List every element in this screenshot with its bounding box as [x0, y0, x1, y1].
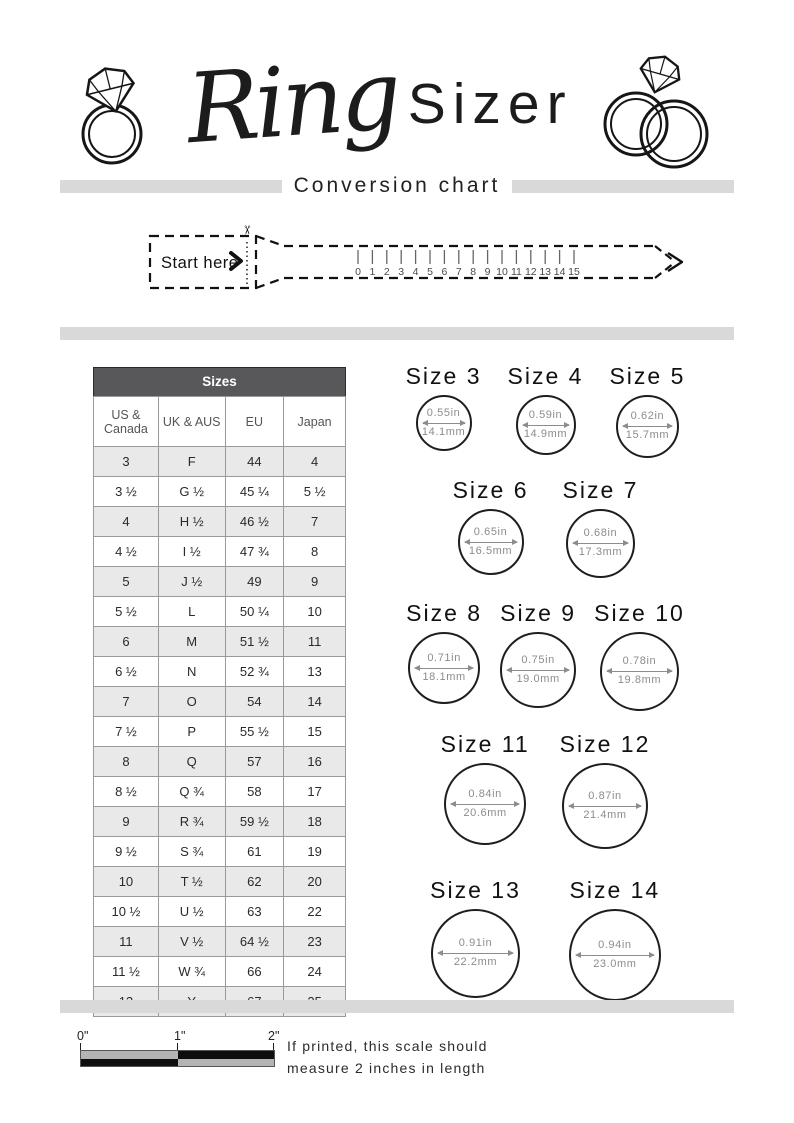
table-cell: P — [158, 717, 225, 747]
table-row — [94, 687, 346, 717]
diameter-inches: 0.71in — [427, 651, 461, 664]
table-row — [94, 627, 346, 657]
table-cell: 44 — [225, 447, 284, 477]
ring-size-circle — [416, 395, 472, 451]
table-cell: 18 — [284, 807, 346, 837]
scale-label-2: 2" — [268, 1029, 280, 1043]
diameter-arrow — [415, 668, 473, 669]
ring-size-title: Size 9 — [500, 600, 577, 626]
ring-size-circle — [408, 632, 480, 704]
ring-size-title: Size 12 — [559, 731, 651, 757]
ruler-number: 9 — [484, 266, 491, 278]
table-row — [94, 837, 346, 867]
table-cell: 55 ½ — [225, 717, 284, 747]
table-cell: 63 — [225, 897, 284, 927]
ruler-number: 2 — [383, 266, 390, 278]
diameter-inches: 0.62in — [630, 410, 665, 423]
ruler-number: 4 — [412, 266, 419, 278]
subtitle-bar-left — [60, 180, 282, 193]
ring-size-group — [500, 600, 576, 708]
table-cell: 51 ½ — [225, 627, 284, 657]
ring-size-circle — [500, 632, 576, 708]
diameter-arrow — [623, 426, 672, 427]
table-row — [94, 747, 346, 777]
table-row — [94, 897, 346, 927]
ring-with-diamond-icon — [66, 66, 158, 170]
diameter-mm: 21.4mm — [583, 808, 627, 821]
table-cell: 7 — [284, 507, 346, 537]
diameter-mm: 22.2mm — [453, 956, 498, 968]
table-cell: 5 ½ — [284, 477, 346, 507]
page-title — [160, 22, 600, 172]
table-row — [94, 657, 346, 687]
ring-size-group — [453, 477, 529, 575]
table-cell: 17 — [284, 777, 346, 807]
table-cell: 5 ½ — [94, 597, 159, 627]
diameter-arrow — [465, 542, 517, 543]
table-row — [94, 507, 346, 537]
ring-size-group — [609, 363, 685, 458]
table-cell: 3 ½ — [94, 477, 159, 507]
table-cell: 23 — [284, 927, 346, 957]
table-cell: 5 — [94, 567, 159, 597]
diameter-inches: 0.55in — [426, 406, 461, 419]
title-word-sizer: Sizer — [407, 72, 573, 136]
circle-row — [363, 477, 728, 578]
ruler-number: 11 — [510, 266, 522, 278]
table-cell: F — [158, 447, 225, 477]
table-cell: 11 — [94, 927, 159, 957]
ruler-number: 0 — [355, 266, 361, 278]
ring-size-title: Size 8 — [406, 600, 483, 626]
table-cell: 9 — [284, 567, 346, 597]
table-row — [94, 867, 346, 897]
diameter-inches: 0.68in — [583, 527, 618, 540]
scale-label-0: 0" — [77, 1029, 89, 1043]
print-scale — [77, 1029, 280, 1071]
table-cell: 4 — [284, 447, 346, 477]
subtitle-row — [60, 173, 734, 199]
table-cell: 10 — [94, 867, 159, 897]
table-cell: 7 — [94, 687, 159, 717]
table-cell: 46 ½ — [225, 507, 284, 537]
table-cell: 16 — [284, 747, 346, 777]
band-arrow-tip — [668, 253, 682, 271]
ring-size-group — [441, 731, 530, 845]
table-cell: O — [158, 687, 225, 717]
table-cell: 6 ½ — [94, 657, 159, 687]
table-cell: 61 — [225, 837, 284, 867]
scale-label-1: 1" — [174, 1029, 186, 1043]
table-cell: Q ¾ — [158, 777, 225, 807]
diameter-mm: 18.1mm — [422, 670, 466, 683]
ring-size-circle — [458, 509, 524, 575]
table-cell: H ½ — [158, 507, 225, 537]
diameter-arrow — [451, 804, 519, 805]
table-cell: N — [158, 657, 225, 687]
table-row — [94, 477, 346, 507]
table-cell: 59 ½ — [225, 807, 284, 837]
table-row — [94, 807, 346, 837]
table-row — [94, 927, 346, 957]
ring-sizer-band — [128, 222, 690, 304]
diameter-arrow — [523, 425, 569, 426]
diameter-mm: 19.8mm — [617, 674, 662, 686]
ring-size-circle — [600, 632, 679, 711]
table-cell: 58 — [225, 777, 284, 807]
ring-size-group — [406, 600, 482, 704]
diameter-arrow — [607, 671, 672, 672]
ring-size-title: Size 3 — [405, 363, 482, 389]
ring-size-title: Size 5 — [609, 363, 686, 389]
table-cell: 9 ½ — [94, 837, 159, 867]
table-cell: 14 — [284, 687, 346, 717]
divider-bar-bottom — [60, 1000, 734, 1013]
ring-size-circle — [566, 509, 635, 578]
table-cell: 62 — [225, 867, 284, 897]
ruler-number: 1 — [369, 266, 376, 278]
ruler-number: 8 — [470, 266, 477, 278]
table-cell: 13 — [284, 657, 346, 687]
ring-size-title: Size 14 — [569, 877, 661, 903]
table-cell: 4 — [94, 507, 159, 537]
ring-size-group — [594, 600, 685, 711]
ring-size-circle — [516, 395, 576, 455]
table-cell: 57 — [225, 747, 284, 777]
table-column-header: US & Canada — [94, 397, 159, 447]
ruler-number: 13 — [539, 266, 552, 278]
table-cell: 66 — [225, 957, 284, 987]
ring-size-title: Size 13 — [430, 877, 521, 903]
table-cell: U ½ — [158, 897, 225, 927]
table-cell: 3 — [94, 447, 159, 477]
circle-row — [363, 363, 728, 458]
table-row — [94, 597, 346, 627]
table-cell: M — [158, 627, 225, 657]
table-cell: 11 — [284, 627, 346, 657]
diameter-mm: 20.6mm — [463, 806, 507, 819]
diameter-arrow — [573, 543, 628, 544]
diameter-inches: 0.94in — [598, 938, 632, 951]
ring-size-circle — [569, 909, 661, 1001]
diameter-mm: 14.9mm — [523, 427, 568, 440]
table-cell: 10 — [284, 597, 346, 627]
table-cell: 10 ½ — [94, 897, 159, 927]
table-cell: 9 — [94, 807, 159, 837]
table-cell: I ½ — [158, 537, 225, 567]
table-cell: 64 ½ — [225, 927, 284, 957]
scale-bar — [80, 1050, 275, 1067]
diameter-mm: 17.3mm — [578, 546, 623, 558]
size-conversion-table — [93, 367, 346, 1017]
subtitle-text: Conversion chart — [293, 174, 501, 197]
table-cell: 8 — [94, 747, 159, 777]
table-cell: Q — [158, 747, 225, 777]
table-cell: S ¾ — [158, 837, 225, 867]
scale-note — [287, 1036, 488, 1079]
ring-size-group — [560, 731, 651, 849]
circle-row — [363, 877, 728, 1001]
table-cell: 22 — [284, 897, 346, 927]
diameter-inches: 0.65in — [473, 525, 508, 538]
table-cell: 20 — [284, 867, 346, 897]
scale-note-line1: If printed, this scale should — [287, 1038, 488, 1054]
diameter-mm: 23.0mm — [593, 957, 637, 970]
table-row — [94, 717, 346, 747]
ring-size-circle — [616, 395, 679, 458]
table-row — [94, 447, 346, 477]
size-table-body — [94, 447, 346, 1017]
table-cell: W ¾ — [158, 957, 225, 987]
table-column-header: UK & AUS — [158, 397, 225, 447]
table-cell: L — [158, 597, 225, 627]
table-row — [94, 567, 346, 597]
start-here-label: Start here — [161, 254, 239, 272]
ring-size-group — [569, 877, 661, 1001]
table-title: Sizes — [93, 367, 346, 396]
ring-size-group — [563, 477, 639, 578]
table-cell: R ¾ — [158, 807, 225, 837]
table-column-header: EU — [225, 397, 284, 447]
diameter-mm: 15.7mm — [625, 429, 670, 441]
ring-size-circle — [562, 763, 648, 849]
diameter-inches: 0.87in — [588, 789, 622, 802]
diameter-mm: 19.0mm — [516, 672, 560, 685]
table-cell: 19 — [284, 837, 346, 867]
diameter-inches: 0.78in — [622, 655, 657, 668]
ring-size-circles — [363, 363, 728, 1001]
diameter-inches: 0.91in — [458, 937, 493, 950]
circle-row — [363, 600, 728, 711]
table-cell: G ½ — [158, 477, 225, 507]
ruler-number: 6 — [441, 266, 448, 278]
table-cell: T ½ — [158, 867, 225, 897]
table-cell: 8 — [284, 537, 346, 567]
table-cell: V ½ — [158, 927, 225, 957]
ring-size-title: Size 7 — [562, 477, 639, 503]
diameter-arrow — [507, 670, 569, 671]
table-cell: 50 ¼ — [225, 597, 284, 627]
ring-size-title: Size 6 — [452, 477, 529, 503]
diameter-arrow — [569, 806, 641, 807]
diameter-inches: 0.75in — [521, 653, 555, 666]
subtitle-bar-right — [512, 180, 734, 193]
interlocked-rings-icon — [596, 50, 714, 172]
diameter-inches: 0.59in — [528, 408, 563, 421]
table-cell: 49 — [225, 567, 284, 597]
ruler-marks — [355, 250, 580, 278]
title-word-ring: Ring — [183, 38, 402, 166]
table-cell: 47 ¾ — [225, 537, 284, 567]
ring-size-group — [430, 877, 521, 998]
diameter-arrow — [438, 953, 513, 954]
table-cell: 7 ½ — [94, 717, 159, 747]
table-row — [94, 777, 346, 807]
table-cell: J ½ — [158, 567, 225, 597]
diameter-mm: 16.5mm — [468, 544, 513, 557]
ring-size-circle — [444, 763, 526, 845]
table-cell: 11 ½ — [94, 957, 159, 987]
ruler-number: 12 — [524, 266, 537, 278]
table-cell: 24 — [284, 957, 346, 987]
divider-bar-top — [60, 327, 734, 340]
table-cell: 15 — [284, 717, 346, 747]
ring-size-title: Size 11 — [440, 731, 530, 757]
table-row — [94, 957, 346, 987]
table-cell: 4 ½ — [94, 537, 159, 567]
ring-size-title: Size 4 — [507, 363, 584, 389]
table-column-header: Japan — [284, 397, 346, 447]
circle-row — [363, 731, 728, 849]
ruler-number: 14 — [553, 266, 566, 278]
table-row — [94, 537, 346, 567]
ruler-number: 3 — [398, 266, 405, 278]
ruler-number: 5 — [427, 266, 433, 278]
ring-size-circle — [431, 909, 520, 998]
diameter-arrow — [576, 955, 654, 956]
table-cell: 8 ½ — [94, 777, 159, 807]
ring-size-title: Size 10 — [594, 600, 685, 626]
diameter-inches: 0.84in — [468, 787, 502, 800]
table-cell: 6 — [94, 627, 159, 657]
ring-size-group — [406, 363, 482, 451]
ruler-number: 15 — [568, 266, 580, 278]
ring-size-group — [508, 363, 584, 455]
diameter-arrow — [423, 423, 465, 424]
table-cell: 54 — [225, 687, 284, 717]
table-cell: 52 ¾ — [225, 657, 284, 687]
scissors-icon: ✂ — [240, 225, 254, 236]
diameter-mm: 14.1mm — [421, 425, 466, 438]
ruler-number: 7 — [455, 266, 462, 278]
table-cell: 45 ¼ — [225, 477, 284, 507]
table-header-row — [94, 397, 346, 447]
ruler-number: 10 — [496, 266, 508, 278]
scale-note-line2: measure 2 inches in length — [287, 1059, 486, 1076]
